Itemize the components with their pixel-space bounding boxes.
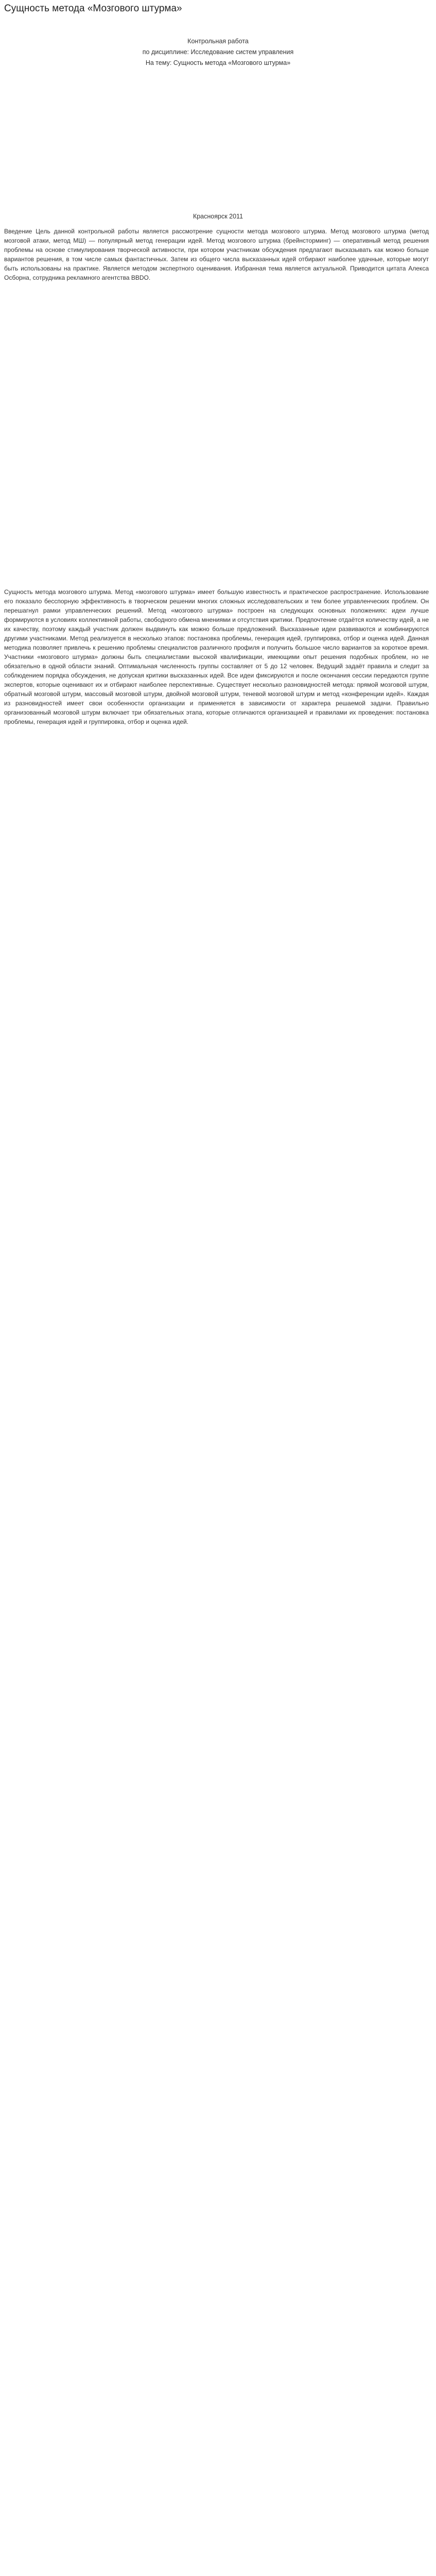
introduction-paragraph: Введение Цель данной контрольной работы является рассмотрение сущности метода мозгового штурма. Метод мозгового штурма (метод мозговой атаки, метод МШ) — популярный метод генерации идей. Метод мозгового штурма (брейнсторминг) — оперативный метод решения проблемы на основе стимулирования творческой активности, при котором участникам обсуждения предлагают высказывать как можно больше вариантов решения, в том числе самых фантастичных. Затем из общего числа высказанных идей отбирают наиболее удачные, которые могут быть использованы на практике. Является методом экспертного оценивания. Избранная тема является актуальной. Приводится цитата Алекса Осборна, сотрудника рекламного агентства BBDO. xyxy=(4,228,429,281)
topic-line: На тему: Сущность метода «Мозгового штурма» xyxy=(145,59,291,66)
place-date: Красноярск 2011 xyxy=(193,213,243,220)
main-body-paragraph: Сущность метода мозгового штурма. Метод «мозгового штурма» имеет большую известность и практическое распространение. Использование его показало бесспорную эффективность в творческом решении многих сложных исследовательских и тем более управленческих проблем. Он перешагнул рамки управленческих решений. Метод «мозгового штурма» построен на следующих основных положениях: идеи лучше формируются в условиях коллективной работы, свободного обмена мнениями и отсутствия критики. Предпочтение отдаётся количеству идей, а не их качеству, поэтому каждый участник должен выдвинуть как можно больше предложений. Высказанные идеи развиваются и комбинируются другими участниками. Метод реализуется в несколько этапов: постановка проблемы, генерация идей, группировка, отбор и оценка идей. Данная методика позволяет привлечь к решению проблемы специалистов различного профиля и получить большое число вариантов за короткое время. Участники «мозгового штурма» должны быть специалистами высокой квалификации, имеющими опыт решения подобных проблем, но не обязательно в одной области знаний. Оптимальная численность группы составляет от 5 до 12 человек. Ведущий задаёт правила и следит за соблюдением порядка обсуждения, не допуская критики высказанных идей. Все идеи фиксируются и после окончания сессии передаются группе экспертов, которые оценивают их и отбирают наиболее перспективные. Существует несколько разновидностей метода: прямой мозговой штурм, обратный мозговой штурм, массовый мозговой штурм, двойной мозговой штурм, теневой мозговой штурм и метод «конференции идей». Каждая из разновидностей имеет свои особенности организации и применяется в зависимости от характера решаемой задачи. Правильно организованный мозговой штурм включает три обязательных этапа, которые отличаются организацией и правилами их проведения: постановка проблемы, генерация идей и группировка, отбор и оценка идей. xyxy=(4,588,429,725)
work-type-line: Контрольная работа xyxy=(187,38,249,45)
place-date-block xyxy=(0,211,436,222)
discipline-line: по дисциплине: Исследование систем управления xyxy=(142,48,294,56)
document-title: Сущность метода «Мозгового штурма» xyxy=(4,3,182,14)
title-page-header xyxy=(0,36,436,69)
